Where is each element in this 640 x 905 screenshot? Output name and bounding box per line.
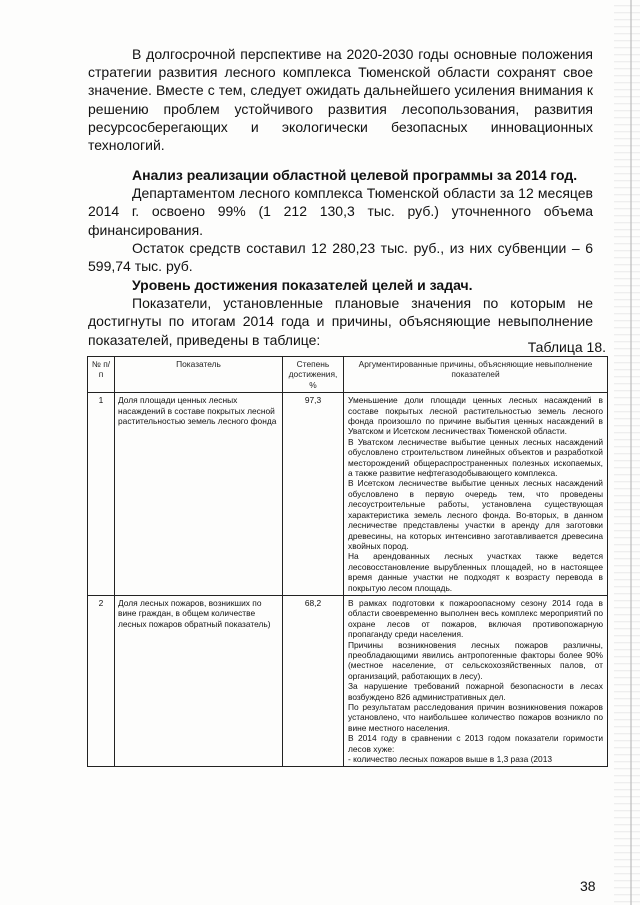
table-row [88,393,608,596]
table-row [88,595,608,767]
table-header-row [88,357,608,393]
table-caption: Таблица 18. [527,339,606,355]
reason-paragraph: На арендованных лесных участках также ведется лесовосстановление вырубленных площадей, но в настоящее время данные участки не подходят к возрасту перевода в покрытую лесом площадь. [348,551,603,593]
reason-paragraph: Причины возникновения лесных пожаров различны, преобладающими явились антропогенные факторы более 90% (местное население, от сельскохозяйственных палов, от организаций, работающих в лесу). [348,639,603,681]
analysis-paragraph-2: Остаток средств составил 12 280,23 тыс. руб., из них субвенции – 6 599,74 тыс. руб. [88,239,593,275]
analysis-section [88,166,593,275]
header-reasons: Аргументированные причины, объясняющие невыполнение показателей [344,357,608,393]
reason-paragraph: Уменьшение доли площади ценных лесных насаждений в составе покрытых лесной растительностью земель лесного фонда произошло по причине выбытия ценных насаждений в Уватском и Исетском лесничествах Тюменской области. [348,395,603,437]
scan-edge-line [630,0,632,905]
header-indicator: Показатель [115,357,283,393]
reason-paragraph: За нарушение требований пожарной безопасности в лесах возбуждено 826 административных дел. [348,681,603,702]
reason-paragraph: В Исетском лесничестве выбытие ценных лесных насаждений обусловлено в первую очередь тем, что проведены лесоустроительные работы, установлена существующая характеристика земель лесного фонда. Во-вторых, в данном лесничестве представлены участки в аренду для заготовки древесины, на которых интенсивно заготавливается древесина хвойных пород. [348,478,603,551]
row-num: 1 [88,393,115,596]
reason-paragraph: В 2014 году в сравнении с 2013 годом показатели горимости лесов хуже: [348,733,603,754]
analysis-paragraph-1: Департаментом лесного комплекса Тюменской области за 12 месяцев 2014 г. освоено 99% (1 212 130,3 тыс. руб.) уточненного объема финансирования. [88,185,593,238]
reason-paragraph: В Уватском лесничестве выбытие ценных лесных насаждений обусловлено строительством линейных объектов и разработкой месторождений общераспространенных полезных ископаемых, а также развитие нефтегазодобывающего комплекса. [348,436,603,479]
reason-paragraph: По результатам расследования причин возникновения пожаров установлено, что наибольшее количество пожаров возникло по вине местного населения. [348,702,603,733]
header-degree: Степень достижения, % [283,357,344,393]
row-num: 2 [88,595,115,767]
header-num: № п/п [88,357,115,393]
row-indicator: Доля площади ценных лесных насаждений в составе покрытых лесной растительностью земель лесного фонда [115,393,283,596]
goals-section [88,276,593,349]
intro-paragraph: В долгосрочной перспективе на 2020-2030 годы основные положения стратегии развития лесного комплекса Тюменской области сохранят свое значение. Вместе с тем, следует ожидать дальнейшего усиления внимания к решению проблем устойчивого развития лесопользования, развития ресурсосберегающих и экологически безопасных инновационных технологий. [88,46,593,154]
scan-edge-artifact [614,0,640,905]
intro-section [88,45,593,154]
row-reasons [344,595,608,767]
reason-paragraph: - количество лесных пожаров выше в 1,3 раза (2013 [348,754,553,765]
page-number: 38 [580,878,596,894]
goals-heading: Уровень достижения показателей целей и задач. [132,277,473,293]
reason-paragraph: В рамках подготовки к пожароопасному сезону 2014 года в области своевременно выполнен весь комплекс мероприятий по охране лесов от пожаров, включая противопожарную пропаганду среди населения. [348,597,603,640]
row-degree: 97,3 [283,393,344,596]
row-indicator: Доля лесных пожаров, возникших по вине граждан, в общем количестве лесных пожаров обратный показатель) [115,595,283,767]
goals-paragraph: Показатели, установленные плановые значения по которым не достигнуты по итогам 2014 года и причины, объясняющие невыполнение показателей, приведены в таблице: [88,295,593,348]
analysis-heading: Анализ реализации областной целевой программы за 2014 год. [132,167,578,183]
row-degree: 68,2 [283,595,344,767]
row-reasons [344,393,608,596]
indicators-table [87,356,608,767]
